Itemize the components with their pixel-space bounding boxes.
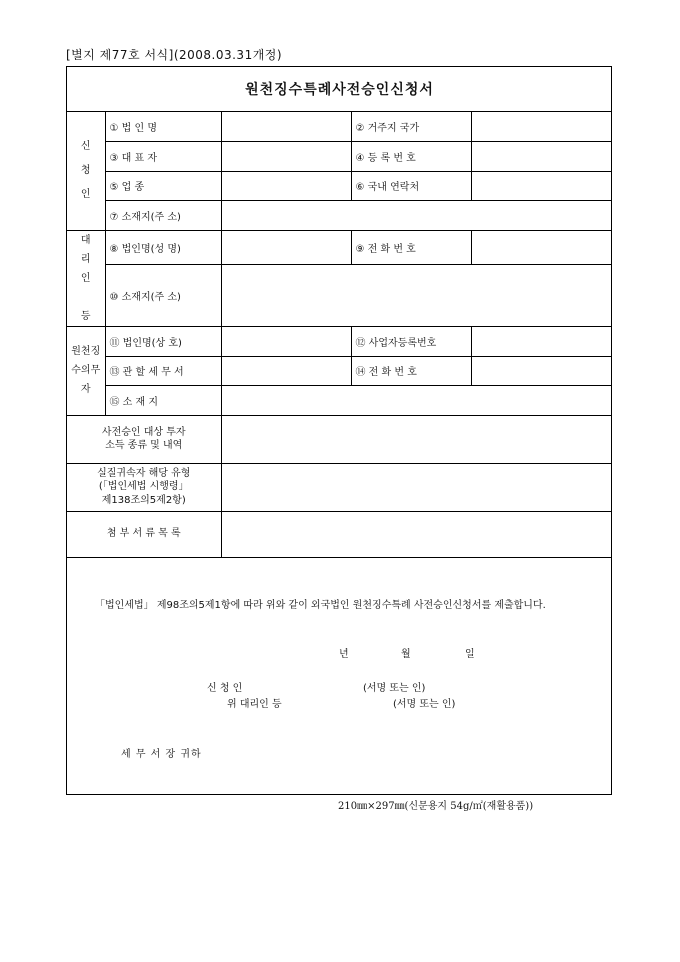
date-day-label: 일 — [465, 649, 475, 660]
representative-label: ③ 대 표 자 — [105, 141, 221, 171]
addressee: 세 무 서 장 귀하 — [121, 749, 202, 760]
applicant-group-label: 신 청 인 — [67, 111, 105, 230]
withholder-name-field[interactable] — [221, 326, 351, 356]
application-form — [66, 66, 612, 795]
form-table — [67, 67, 612, 558]
withholder-location-field[interactable] — [221, 385, 612, 415]
agent-phone-label: ⑨ 전 화 번 호 — [351, 230, 471, 264]
attachments-field[interactable] — [221, 511, 612, 557]
beneficial-owner-type-field[interactable] — [221, 463, 612, 511]
residence-country-field[interactable] — [471, 111, 612, 141]
withholder-phone-label: ⑭ 전 화 번 호 — [351, 356, 471, 385]
date-year-label: 년 — [339, 649, 349, 660]
corp-name-label: ① 법 인 명 — [105, 111, 221, 141]
agent-signature-label: 위 대리인 등 — [227, 699, 282, 710]
investment-income-label: 사전승인 대상 투자 소득 종류 및 내역 — [67, 415, 221, 463]
registration-number-field[interactable] — [471, 141, 612, 171]
agent-address-label: ⑩ 소재지(주 소) — [105, 264, 221, 326]
paper-spec-note: 210㎜×297㎜(신문용지 54g/㎡(재활용품)) — [338, 801, 534, 812]
date-line — [67, 645, 611, 659]
agent-address-field[interactable] — [221, 264, 612, 326]
agent-group-label: 대 리 인 등 — [67, 230, 105, 326]
form-title: 원천징수특례사전승인신청서 — [67, 67, 612, 111]
registration-number-label: ④ 등 록 번 호 — [351, 141, 471, 171]
applicant-signature-label: 신 청 인 — [207, 683, 243, 694]
domestic-contact-label: ⑥ 국내 연락처 — [351, 171, 471, 200]
representative-field[interactable] — [221, 141, 351, 171]
business-type-field[interactable] — [221, 171, 351, 200]
withholder-phone-field[interactable] — [471, 356, 612, 385]
agent-signature-field[interactable]: (서명 또는 인) — [393, 699, 456, 710]
business-registration-field[interactable] — [471, 326, 612, 356]
business-registration-label: ⑫ 사업자등록번호 — [351, 326, 471, 356]
attachments-label: 첨 부 서 류 목 록 — [67, 511, 221, 557]
withholder-name-label: ⑪ 법인명(상 호) — [105, 326, 221, 356]
declaration-section — [67, 561, 611, 794]
withholder-location-label: ⑮ 소 재 지 — [105, 385, 221, 415]
form-number-note: [별지 제77호 서식](2008.03.31개정) — [66, 48, 283, 62]
declaration-statement: 「법인세법」 제98조의5제1항에 따라 위와 같이 외국법인 원천징수특례 사전승인신청서를 제출합니다. — [95, 600, 546, 611]
corp-name-field[interactable] — [221, 111, 351, 141]
applicant-address-field[interactable] — [221, 200, 612, 230]
agent-phone-field[interactable] — [471, 230, 612, 264]
withholder-group-label: 원천징 수의무 자 — [67, 326, 105, 415]
agent-name-label: ⑧ 법인명(성 명) — [105, 230, 221, 264]
beneficial-owner-type-label: 실질귀속자 해당 유형 (「법인세법 시행령」 제138조의5제2항) — [67, 463, 221, 511]
business-type-label: ⑤ 업 종 — [105, 171, 221, 200]
tax-office-field[interactable] — [221, 356, 351, 385]
agent-name-field[interactable] — [221, 230, 351, 264]
applicant-signature-field[interactable]: (서명 또는 인) — [363, 683, 426, 694]
tax-office-label: ⑬ 관 할 세 무 서 — [105, 356, 221, 385]
applicant-address-label: ⑦ 소재지(주 소) — [105, 200, 221, 230]
date-month-label: 월 — [401, 649, 411, 660]
investment-income-field[interactable] — [221, 415, 612, 463]
residence-country-label: ② 거주지 국가 — [351, 111, 471, 141]
domestic-contact-field[interactable] — [471, 171, 612, 200]
